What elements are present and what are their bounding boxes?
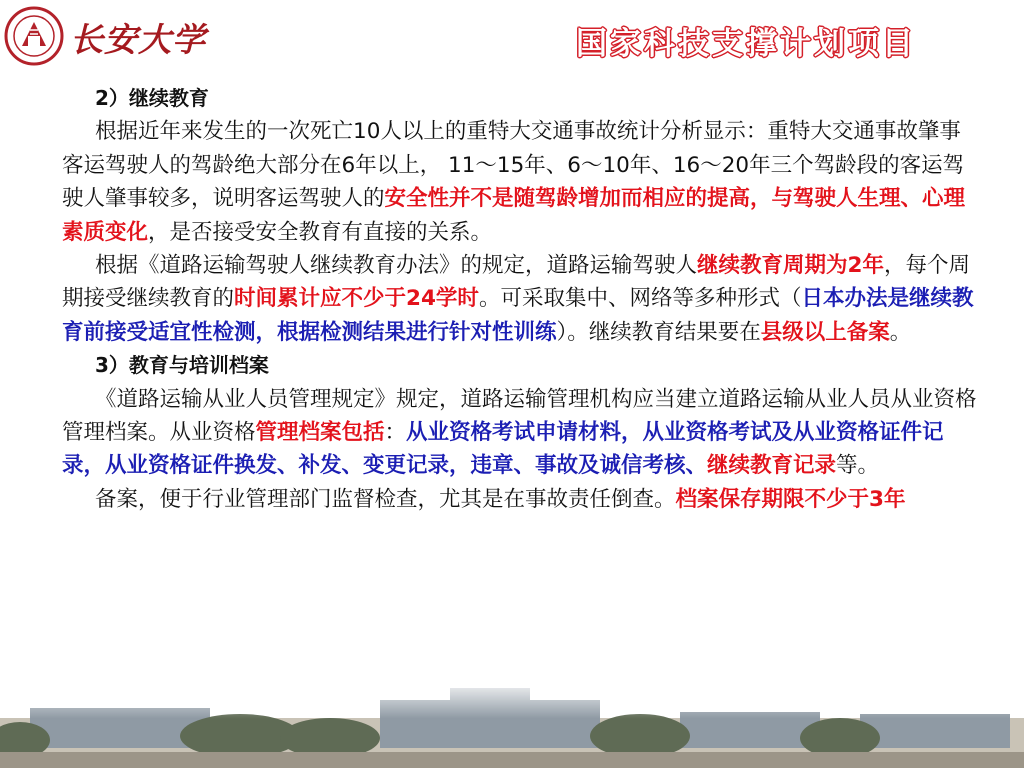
- project-title: 国家科技支撑计划项目: [576, 26, 916, 62]
- university-seal-icon: [4, 6, 64, 66]
- paragraph-continuing-education-rules: [62, 249, 982, 349]
- highlight-red-text: 县级以上备案: [760, 319, 890, 345]
- body-text: 备案，便于行业管理部门监督检查，尤其是在事故责任倒查。: [95, 486, 676, 512]
- body-text: 10: [353, 119, 381, 145]
- body-text: 。可采取集中、网络等多种形式（: [478, 286, 802, 312]
- slide-header: [0, 0, 1024, 78]
- body-text: 16～20: [672, 152, 750, 178]
- body-text: ）。继续教育结果要在: [556, 319, 761, 345]
- highlight-red-text: 继续教育记录: [707, 453, 837, 479]
- highlight-red-text: 时间累计应不少于24学时: [234, 286, 479, 312]
- body-text: 《道路运输从业人员管理规定》规定，道路运输管理机构应当建立道路运输从业人员从业资格管理档案。从业资格: [62, 386, 977, 446]
- paragraph-records-retention: [62, 483, 982, 516]
- highlight-red-text: 档案保存期限不少于3年: [675, 486, 906, 512]
- campus-panorama-image: [0, 678, 1024, 768]
- highlight-blue-text: 日本办法是继续教育前接受适宜性检测，根据检测结果进行针对性训练: [62, 286, 974, 345]
- body-text: 年、: [629, 152, 673, 178]
- body-text: 6: [341, 152, 356, 178]
- body-text: 等。: [836, 453, 880, 479]
- highlight-blue-text: 从业资格考试申请材料，从业资格考试及从业资格证件记录，从业资格证件换发、补发、变更记录，违章、事故及诚信考核、: [62, 420, 944, 479]
- body-text: 年、: [524, 152, 568, 178]
- body-text: 年以上，: [355, 152, 449, 178]
- body-text: ，是否接受安全教育有直接的关系。: [148, 219, 493, 245]
- body-text: 根据近年来发生的一次死亡: [95, 119, 354, 145]
- highlight-red-text: 继续教育周期为2年: [697, 253, 884, 279]
- section-heading-education-records: 3）教育与培训档案: [95, 353, 269, 378]
- section-heading-continuing-education: 2）继续教育: [95, 86, 209, 110]
- highlight-red-text: 安全性并不是随驾龄增加而相应的提高，与驾驶人生理、心理素质变化: [62, 186, 966, 245]
- body-text: ，每个周期接受继续教育的: [62, 253, 970, 312]
- body-text: 年三个驾龄段的客运驾驶人肇事较多，说明客运驾驶人的: [62, 152, 965, 212]
- body-text: 6～10: [567, 152, 630, 178]
- body-text: 11～15: [448, 152, 525, 178]
- paragraph-records-regulation: [62, 383, 982, 483]
- paragraph-accident-analysis: [62, 115, 982, 249]
- body-text: 根据《道路运输驾驶人继续教育办法》的规定，道路运输驾驶人: [95, 253, 698, 279]
- body-text: 人以上的重特大交通事故统计分析显示：重特大交通事故肇事客运驾驶人的驾龄绝大部分在: [62, 119, 961, 178]
- university-name: 长安大学: [70, 20, 206, 59]
- slide-content: [62, 82, 982, 516]
- highlight-red-text: 管理档案包括: [255, 420, 385, 446]
- body-text: 。: [889, 319, 912, 345]
- body-text: ：: [384, 420, 407, 446]
